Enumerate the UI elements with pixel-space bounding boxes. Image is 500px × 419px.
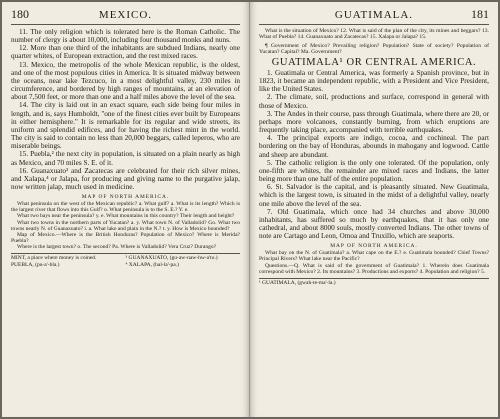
paragraph: 2. The climate, soil, productions and surface, correspond in general with those of Mexico. (259, 93, 489, 110)
right-page (250, 2, 498, 417)
running-head: GUATIMALA. (334, 9, 414, 21)
paragraph: 4. The principal exports are indigo, cocoa, and cochineal. The part bordering on the bay of Honduras, abounds in mahogany and logwood. Cattle and sheep are abundant. (259, 134, 489, 159)
review-question: ¶ Government of Mexico? Prevailing religion? Population? State of society? Population of Yucatan? Capital? Ma. Government? (259, 42, 489, 55)
study-question: What bay on the N. of Guatimala? a. What cape on the E.? e. Guatimala bounded? Chief Towns? Principal Rivers? What lake near the Pacific? (259, 250, 489, 263)
footnotes (11, 253, 240, 267)
paragraph: 13. Mexico, the metropolis of the whole Mexican republic, is the oldest, and one of the most populous cities in America. It is situated midway between the oceans, near lake Tezcuco, in a most delightful valley, 230 miles in circumference, and bordered by high ranges of mountains, at an elevation of about 7,500 feet, or more than one and a half miles above the level of the sea. (11, 60, 240, 102)
study-question: Map of Mexico.—Where is the British Honduras? Population of Mexico? Where is Merida? Puebla? (11, 231, 240, 245)
section-title: GUATIMALA¹ OR CENTRAL AMERICA. (271, 57, 477, 68)
paragraph: 6. St. Salvador is the capital, and is pleasantly situated. New Guatimala, which is the largest town, is situated in the midst of a delightful valley, nearly one mile above the level of the sea. (259, 183, 489, 208)
paragraph: 16. Guanaxuato³ and Zacatecas are celebrated for their rich silver mines, and Xalapa,⁴ or Jalapa, for producing and giving name to the purgative jalap, now written jalap, much used in medicine. (11, 166, 240, 191)
paragraph: 14. The city is laid out in an exact square, each side being four miles in length, and is, says Humboldt, "one of the finest cities ever built by Europeans in either hemisphere." It is remarkable for its regular and wide streets, its uniform and splendid edifices, and for having the richest mint in the world. The city is said to contain no less than 20,000 beggars, called leperos, who are miserable beings. (11, 101, 240, 151)
page-number: 180 (11, 7, 29, 21)
footnote: ⁴ XALAPA, (hal-la'-pa.) (125, 261, 179, 268)
questions-heading: MAP OF NORTH AMERICA. (81, 194, 170, 201)
review-question: What is the situation of Mexico? 12. What is said of the plan of the city, its mines and beggars? 13. What of Puebla? 14. Guanaxuato and Zacatecas? 15. Xalapa or Jalapa? 15. (259, 28, 489, 41)
paragraph: 12. More than one third of the inhabitants are subdued Indians, nearly one quarter whites, of European extraction, and the rest mixed races. (11, 44, 240, 61)
paragraph: 11. The only religion which is tolerated here is the Roman Catholic. The number of clergy is about 10,000, including four thousand monks and nuns. (11, 28, 240, 45)
paragraph: 5. The catholic religion is the only one tolerated. Of the population, only one-fifth are whites, the remainder are mixed races and Indians, the latter being more than one half of the entire population. (259, 158, 489, 184)
right-page-header (259, 7, 489, 25)
paragraph: 3. The Andes in their course, pass through Guatimala, where there are 20, or perhaps more volcanoes, constantly burning, from which eruptions are frequently taking place, accompanied with terrible earthquakes. (259, 109, 489, 135)
left-page (2, 2, 250, 417)
left-page-header (11, 7, 240, 25)
book-spread (2, 2, 498, 417)
footnote: ³ GUANAXUATO, (gu-aw-naw-hw-a'to.) (125, 255, 218, 262)
study-question: What two towns in the northern parts of Yucatan? a. y. What town N. of Valladolid? Go. What two towns nearly N. of Guanaxuato? i. a. What lake and plain in the N.? t. y. How is Mexico bounded? (11, 219, 240, 232)
questions-heading: MAP OF NORTH AMERICA. (330, 243, 418, 250)
study-question: What peninsula on the west of the Mexican republic? a. What gulf? a. What is its length? Which is the largest river that flows into this Gulf? o. What peninsula is to the S. E.? Y. e. (11, 201, 240, 214)
page-number: 181 (470, 7, 489, 21)
footnote: PUEBLA, (pu-a'-bla.) (11, 261, 60, 268)
footnote: ¹ GUATIMALA, (gwah-te-ma'-la.) (259, 278, 489, 286)
paragraph: 1. Guatimala or Central America, was formerly a Spanish province, but in 1823, it became an independent republic, with a President and Vice President, like the United States. (259, 69, 489, 94)
study-question: Where is the largest town? o. The second? Pa. Where is Valladolid? Vera Cruz? Durango? (17, 244, 217, 251)
paragraph: 15. Puebla,² the next city in population, is situated on a plain nearly as high as Mexico, and 70 miles S. E. of it. (11, 150, 240, 167)
running-head: MEXICO. (98, 9, 153, 21)
footnote: MINT, a place where money is coined. (11, 255, 97, 262)
paragraph: 7. Old Guatimala, which once had 34 churches and above 30,000 inhabitants, has suffered so much by earthquakes, that it has only one cathedral, and about 8000 souls, mostly converted Indians. The other towns of note are Cartago and Leon, Omoa and Truxillo, which are seaports. (259, 207, 489, 241)
study-question: What two bays near the peninsula? y. e. What mountains in this country? Their length and height? (17, 213, 235, 220)
study-question: Questions.—Q. What is said of the government of Guatimala? 1. Wherein does Guatimala correspond with Mexico? 2. Its mountains? 3. Productions and exports? 4. Population and religion? 5. (259, 262, 489, 275)
